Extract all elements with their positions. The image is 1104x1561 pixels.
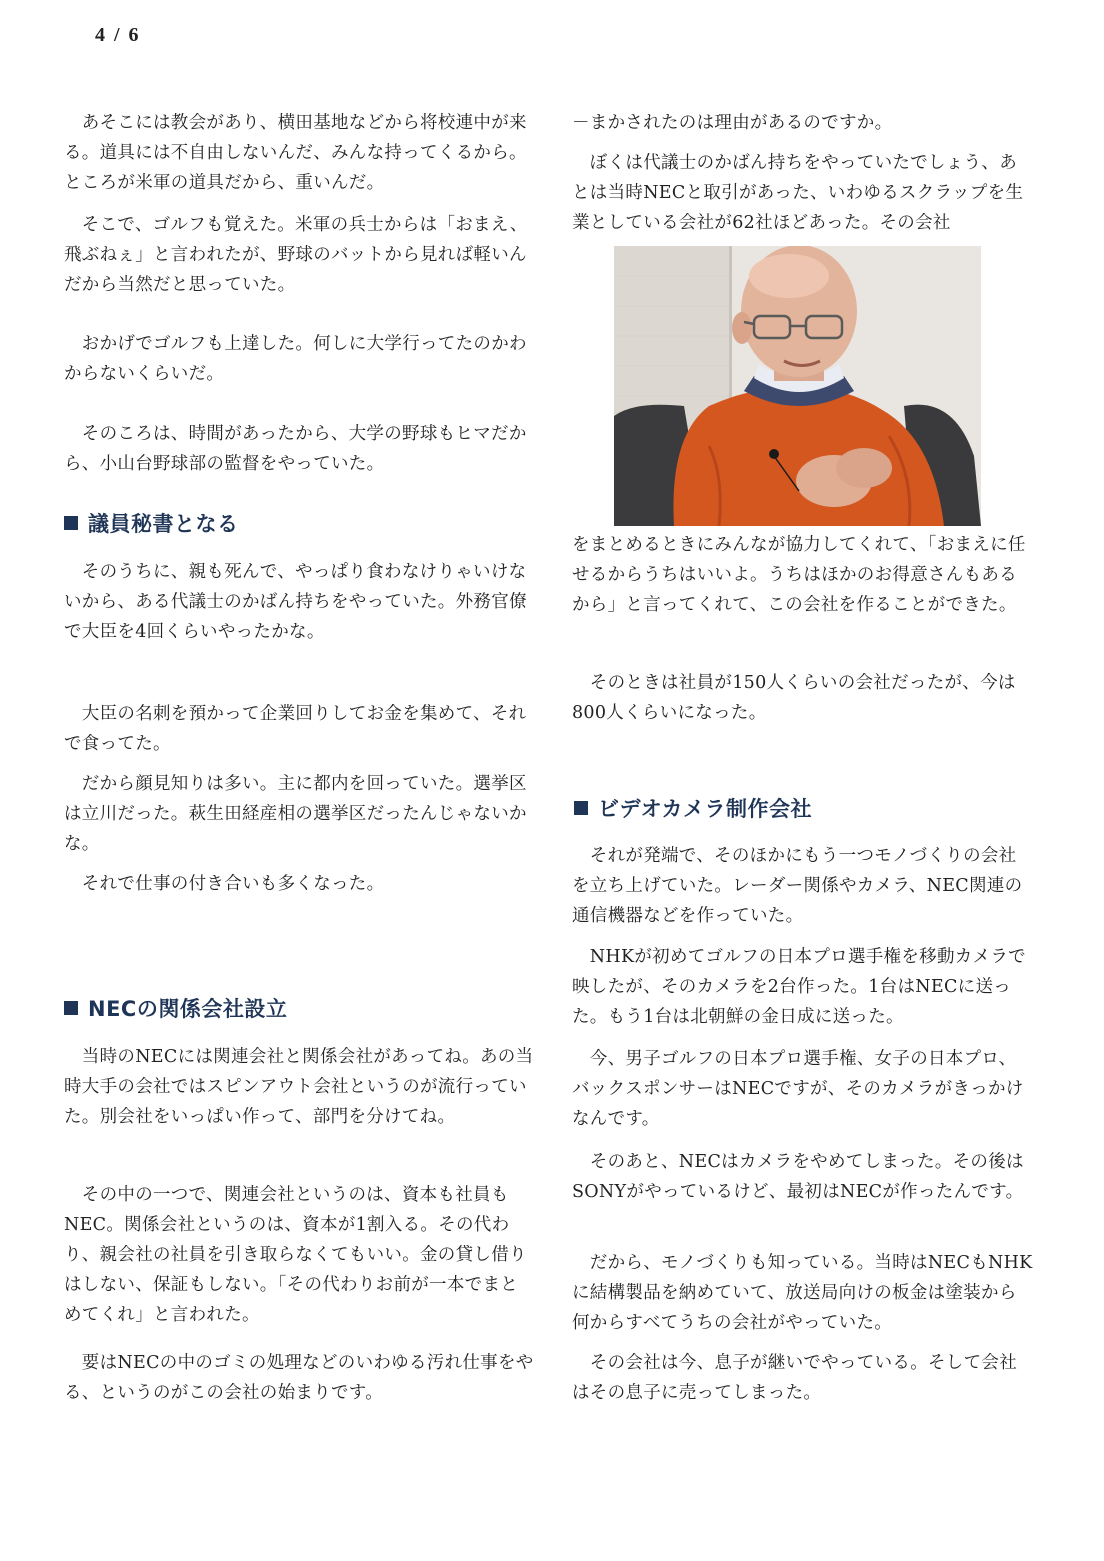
left-paragraph-5: そのうちに、親も死んで、やっぱり食わなけりゃいけないから、ある代議士のかばん持ちをやっていた。外務官僚で大臣を4回くらいやったかな。 <box>64 562 527 642</box>
left-paragraph-3: おかげでゴルフも上達した。何しに大学行ってたのかわからないくらいだ。 <box>64 334 527 384</box>
square-bullet-icon <box>574 801 588 815</box>
right-paragraph-10: その会社は今、息子が継いでやっている。そして会社はその息子に売ってしまった。 <box>572 1353 1017 1403</box>
right-paragraph-2: ぼくは代議士のかばん持ちをやっていたでしょう、あとは当時NECと取引があった、いわゆるスクラップを生業としている会社が62社ほどあった。その会社 <box>572 153 1024 233</box>
right-paragraph-6: NHKが初めてゴルフの日本プロ選手権を移動カメラで映したが、そのカメラを2台作った。1台はNECに送った。もう1台は北朝鮮の金日成に送った。 <box>572 947 1026 1027</box>
left-paragraph-2: そこで、ゴルフも覚えた。米軍の兵士からは「おまえ、飛ぶねぇ」と言われたが、野球のバットから見れば軽いんだから当然だと思っていた。 <box>64 215 528 295</box>
left-paragraph-4: そのころは、時間があったから、大学の野球もヒマだから、小山台野球部の監督をやっていた。 <box>64 424 527 474</box>
section-heading-nec <box>64 993 287 1023</box>
right-paragraph-8: そのあと、NECはカメラをやめてしまった。その後はSONYがやっているけど、最初はNECが作ったんです。 <box>572 1152 1024 1202</box>
left-paragraph-8: それで仕事の付き合いも多くなった。 <box>64 874 385 894</box>
page-number: 4 / 6 <box>95 24 141 46</box>
right-paragraph-7: 今、男子ゴルフの日本プロ選手権、女子の日本プロ、バックスポンサーはNECですが、そのカメラがきっかけなんです。 <box>572 1049 1024 1129</box>
left-paragraph-1: あそこには教会があり、横田基地などから将校連中が来る。道具には不自由しないんだ、みんな持ってくるから。ところが米軍の道具だから、重いんだ。 <box>64 113 527 193</box>
left-paragraph-9: 当時のNECには関連会社と関係会社があってね。あの当時大手の会社ではスピンアウト会社というのが流行っていた。別会社をいっぱい作って、部門を分けてね。 <box>64 1047 534 1127</box>
left-paragraph-7: だから顔見知りは多い。主に都内を回っていた。選挙区は立川だった。萩生田経産相の選挙区だったんじゃないかな。 <box>64 774 527 854</box>
left-paragraph-11: 要はNECの中のゴミの処理などのいわゆる汚れ仕事をやる、というのがこの会社の始まりです。 <box>64 1353 534 1403</box>
interview-photo <box>614 246 981 526</box>
portrait-illustration <box>614 246 981 526</box>
left-paragraph-6: 大臣の名刺を預かって企業回りしてお金を集めて、それで食ってた。 <box>64 704 527 754</box>
right-paragraph-3: をまとめるときにみんなが協力してくれて、「おまえに任せるからうちはいいよ。うちはほかのお得意さんもあるから」と言ってくれて、この会社を作ることができた。 <box>572 535 1026 615</box>
right-paragraph-5: それが発端で、そのほかにもう一つモノづくりの会社を立ち上げていた。レーダー関係やカメラ、NEC関連の通信機器などを作っていた。 <box>572 846 1023 926</box>
section-heading-nec-text: NECの関係会社設立 <box>88 997 288 1021</box>
left-paragraph-10: その中の一つで、関連会社というのは、資本も社員もNEC。関係会社というのは、資本が1割入る。その代わり、親会社の社員を引き取らなくてもいい。金の貸し借りはしない、保証もしない。「その代わりお前が一本でまとめてくれ」と言われた。 <box>64 1185 527 1325</box>
section-heading-secretary-text: 議員秘書となる <box>88 512 239 536</box>
section-heading-secretary <box>64 508 239 538</box>
square-bullet-icon <box>64 1001 78 1015</box>
section-heading-video-camera <box>574 793 812 823</box>
section-heading-video-camera-text: ビデオカメラ制作会社 <box>598 797 812 821</box>
right-question: －まかされたのは理由があるのですか。 <box>572 113 893 133</box>
square-bullet-icon <box>64 516 78 530</box>
right-paragraph-4: そのときは社員が150人くらいの会社だったが、今は800人くらいになった。 <box>572 673 1016 723</box>
right-paragraph-9: だから、モノづくりも知っている。当時はNECもNHKに結構製品を納めていて、放送局向けの板金は塗装から何からすべてうちの会社がやっていた。 <box>572 1253 1033 1333</box>
